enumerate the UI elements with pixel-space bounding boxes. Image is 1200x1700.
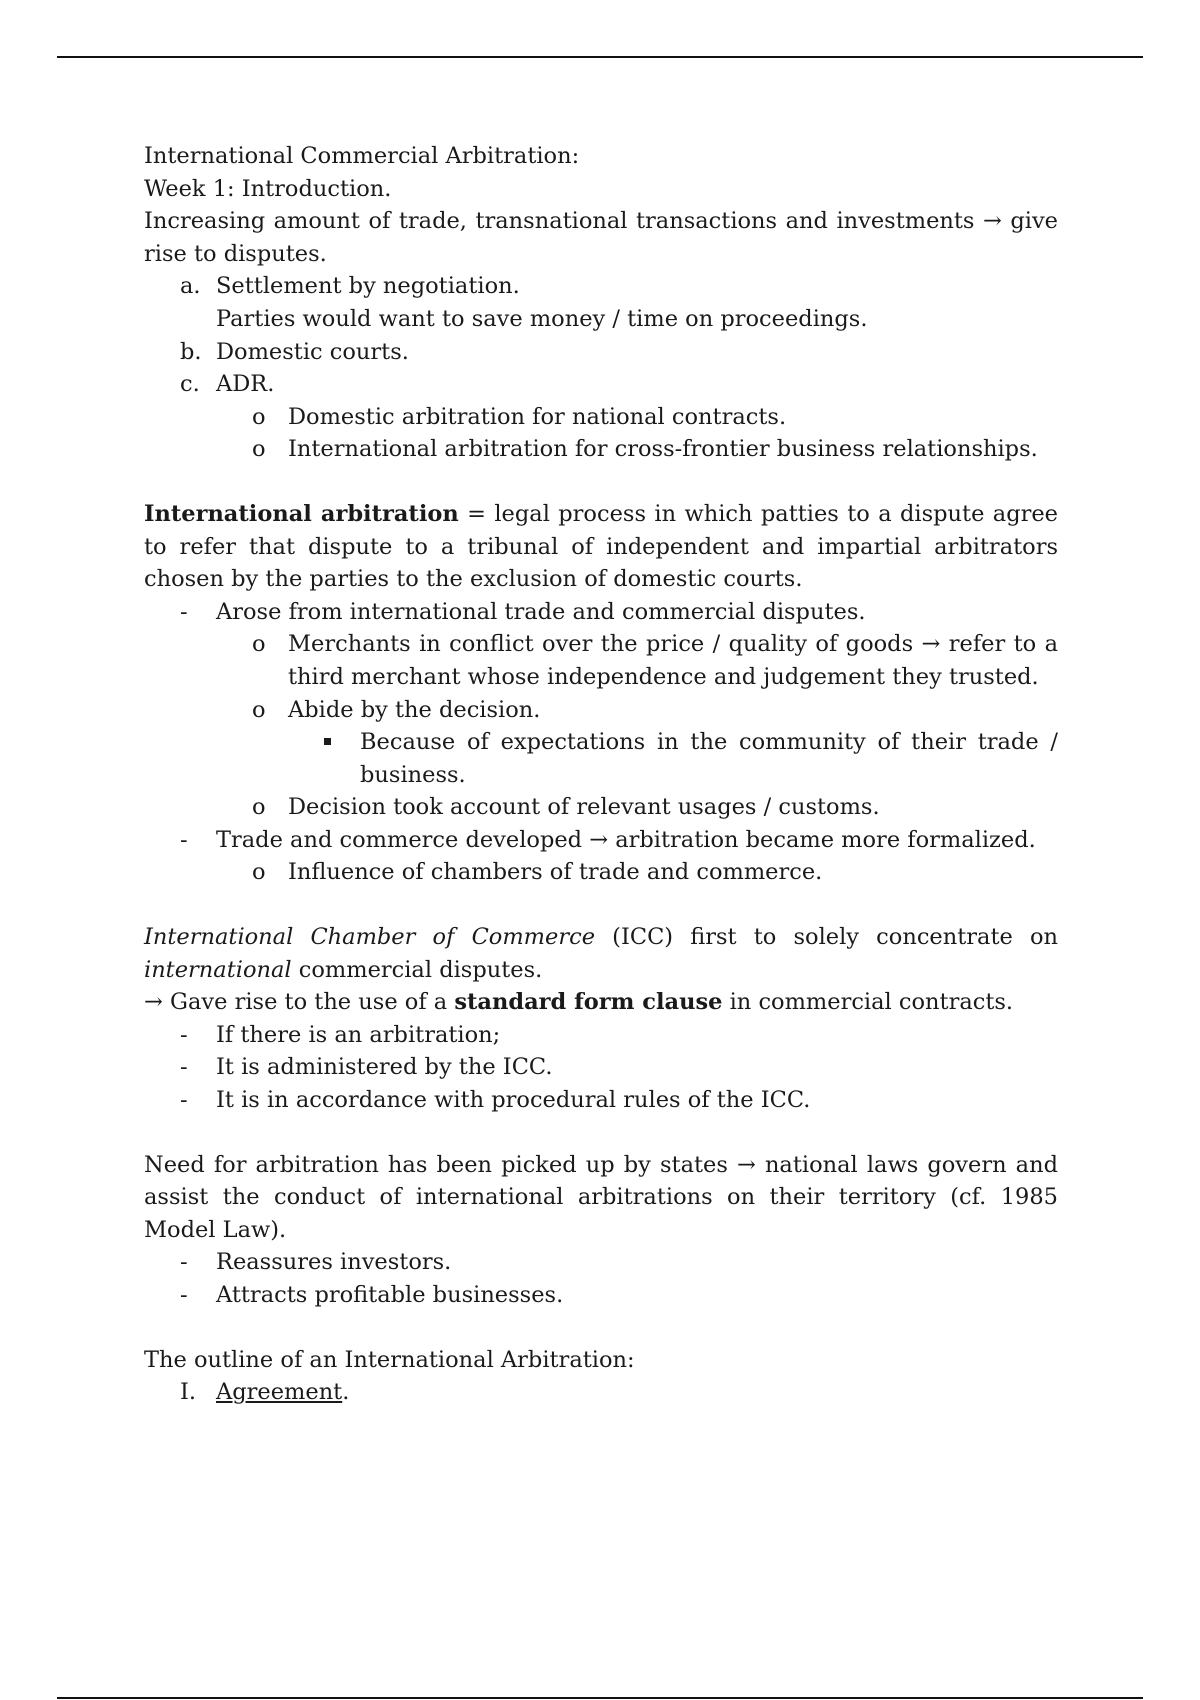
list-marker: c. xyxy=(180,371,200,398)
list-item-text: Domestic courts. xyxy=(216,338,409,365)
clause-paragraph xyxy=(144,986,1058,1019)
bullet-text: It is in accordance with procedural rules of the ICC. xyxy=(216,1087,811,1114)
sub-list-marker: o xyxy=(252,859,266,886)
bullet-text: Arose from international trade and commercial disputes. xyxy=(216,598,866,625)
bullet-item xyxy=(144,1246,1058,1279)
paragraph-gap xyxy=(144,1117,1058,1149)
definition-paragraph xyxy=(144,498,1058,596)
bullet-marker: - xyxy=(180,1054,188,1081)
sub-list-marker: o xyxy=(252,403,266,430)
sub-list-text: International arbitration for cross-frontier business relationships. xyxy=(288,436,1038,463)
sub-list-item xyxy=(144,694,1058,727)
sub-list-item xyxy=(144,856,1058,889)
bullet-item xyxy=(144,596,1058,629)
outline-link-text: Agreement xyxy=(216,1379,343,1406)
outline-marker: I. xyxy=(180,1379,197,1406)
header-rule xyxy=(57,56,1143,58)
sub-list-marker: o xyxy=(252,631,266,658)
list-item-a xyxy=(144,270,1058,335)
sub-list-marker: o xyxy=(252,696,266,723)
outline-item xyxy=(144,1376,1058,1409)
bullet-item xyxy=(144,824,1058,857)
bullet-marker: - xyxy=(180,1021,188,1048)
bullet-item xyxy=(144,1084,1058,1117)
bullet-marker: - xyxy=(180,1087,188,1114)
document-body xyxy=(144,140,1058,1409)
sub-sub-list-text: Because of expectations in the community of their trade / business. xyxy=(360,729,1058,788)
list-item-c xyxy=(144,368,1058,401)
bullet-item xyxy=(144,1019,1058,1052)
outline-heading: The outline of an International Arbitration: xyxy=(144,1346,635,1373)
clause-text: → Gave rise to the use of a xyxy=(144,989,455,1016)
paragraph-gap xyxy=(144,889,1058,921)
bullet-item xyxy=(144,1279,1058,1312)
bullet-text: If there is an arbitration; xyxy=(216,1021,501,1048)
sub-list-text: Merchants in conflict over the price / quality of goods → refer to a third merchant whose independence and judgement they trusted. xyxy=(288,631,1058,690)
outline-suffix: . xyxy=(342,1379,350,1406)
list-marker: b. xyxy=(180,338,202,365)
paragraph-gap xyxy=(144,1312,1058,1344)
sub-list-marker: o xyxy=(252,436,266,463)
bullet-item xyxy=(144,1051,1058,1084)
bullet-marker: - xyxy=(180,598,188,625)
clause-text: in commercial contracts. xyxy=(722,989,1014,1016)
icc-text: commercial disputes. xyxy=(291,956,543,983)
week-heading: Week 1: Introduction. xyxy=(144,175,392,202)
clause-term: standard form clause xyxy=(454,989,723,1016)
paragraph-gap xyxy=(144,466,1058,498)
list-item-text: ADR. xyxy=(216,371,275,398)
intro-paragraph: Increasing amount of trade, transnational transactions and investments → give rise to disputes. xyxy=(144,208,1058,267)
sub-list-item xyxy=(144,433,1058,466)
bullet-text: Trade and commerce developed → arbitration became more formalized. xyxy=(216,826,1036,853)
bullet-text: Attracts profitable businesses. xyxy=(216,1282,564,1308)
sub-list-text: Domestic arbitration for national contracts. xyxy=(288,403,787,430)
bullet-marker: - xyxy=(180,1249,188,1276)
icc-paragraph xyxy=(144,921,1058,986)
outline-text xyxy=(216,1376,1058,1409)
square-bullet-icon xyxy=(324,726,354,759)
states-paragraph: Need for arbitration has been picked up by states → national laws govern and assist the conduct of international arbitrations on their territory (cf. 1985 Model Law). xyxy=(144,1151,1058,1243)
sub-list-item xyxy=(144,401,1058,434)
icc-international: international xyxy=(144,956,292,983)
sub-list-marker: o xyxy=(252,794,266,821)
list-item-note: Parties would want to save money / time on proceedings. xyxy=(216,305,868,332)
bullet-marker: - xyxy=(180,1282,188,1308)
document-title: International Commercial Arbitration: xyxy=(144,143,580,169)
sub-list-text: Decision took account of relevant usages / customs. xyxy=(288,794,880,821)
definition-term: International arbitration xyxy=(144,500,459,527)
list-marker: a. xyxy=(180,273,201,300)
sub-list-item xyxy=(144,628,1058,693)
icc-name: International Chamber of Commerce xyxy=(144,924,596,951)
definition-text: = legal process in which patties to a dispute agree to refer that dispute to a tribunal of independent and impartial arbitrators chosen by the parties to the exclusion of domestic courts. xyxy=(144,500,1058,593)
list-item-text: Settlement by negotiation. xyxy=(216,273,520,300)
bullet-text: Reassures investors. xyxy=(216,1249,452,1276)
bullet-text: It is administered by the ICC. xyxy=(216,1054,553,1081)
sub-list-item xyxy=(144,791,1058,824)
bullet-marker: - xyxy=(180,826,188,853)
list-item-b xyxy=(144,336,1058,369)
sub-list-text: Abide by the decision. xyxy=(288,696,541,723)
icc-text: (ICC) first to solely concentrate on xyxy=(595,924,1058,951)
footer-rule xyxy=(57,1697,1143,1699)
sub-list-text: Influence of chambers of trade and commerce. xyxy=(288,859,823,886)
sub-sub-list-item xyxy=(144,726,1058,791)
